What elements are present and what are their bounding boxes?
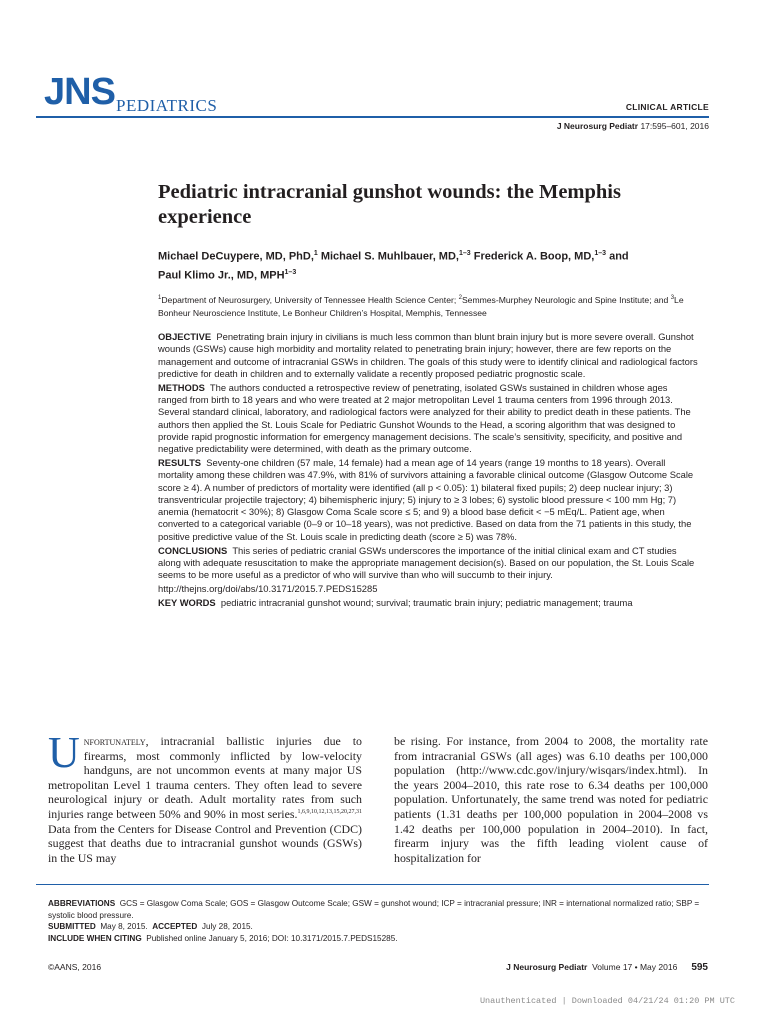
author-list [158,246,698,283]
abstract-methods-text: The authors conducted a retrospective review of penetrating, isolated GSWs sustained in children whose ages ranged from birth to 18 years and who were treated at 2 major metropolitan Level 1 trauma centers from 1996 through 2013. Several standard clinical, laboratory, and radiological factors were analyzed for their ability to predict death in these patients. The authors then applied the St. Louis Scale for Pediatric Gunshot Wounds to the Head, a scoring algorithm that was designed to provide rapid prognostic information for emergency management decisions. The scale’s sensitivity, specificity, and positive and negative predictability were determined, with death as the primary outcome. [158,381,691,455]
body-text: be rising. For instance, from 2004 to 2008, the mortality rate from intracranial GSWs (all ages) was 6.10 deaths per 100,000 population (http://www.cdc.gov/injury/wisqars/index.html). In the years 2004–2010, this rate rose to 6.34 deaths per 100,000 population. Unfortunately, the same trend was noted for pediatric patients (1.31 deaths per 100,000 population in 2004–2008 vs 1.42 deaths per 100,000 population in 2004–2010). In fact, firearm injury was the fifth leading violent cause of hospitalization for [394,734,708,865]
abstract-conclusions-text: This series of pediatric cranial GSWs underscores the importance of the initial clinical exam and CT studies along with adequate resuscitation to make the appropriate management decision(s). Based on our population, the St. Louis Scale seems to be more useful as a predictor of who will survive than who will succumb to their injury. [158,544,695,581]
affil-text: Semmes-Murphey Neurologic and Spine Institute; and [461,294,671,305]
affiliations [158,292,698,320]
abbreviations-box [48,898,708,944]
download-watermark: Unauthenticated | Downloaded 04/21/24 01:20 PM UTC [479,996,735,1006]
article-type: CLINICAL ARTICLE [625,102,709,112]
accepted-date: July 28, 2015. [201,922,253,931]
abbreviations [48,898,708,921]
abstract-methods-label: METHODS [158,381,205,393]
affil-number: 2 [458,295,462,301]
author-affil-sup: 1–3 [284,268,297,276]
submitted-label: SUBMITTED [48,922,96,931]
header-rule [36,116,709,118]
abstract-conclusions-label: CONCLUSIONS [158,544,228,556]
author-name: Michael DeCuypere, MD, PhD, [158,250,314,263]
author-name: Paul Klimo Jr., MD, MPH [158,269,285,282]
keywords [158,597,698,609]
affil-number: 3 [670,295,675,301]
keywords-text: pediatric intracranial gunshot wound; survival; traumatic brain injury; pediatric management; trauma [220,596,633,608]
drop-cap: U [48,728,80,777]
author-name: Michael S. Muhlbauer, MD, [317,250,459,263]
intro-smallcaps: nfortunately [83,734,146,748]
footer-rule [36,884,709,885]
header-citation [557,121,709,131]
citing-text: Published online January 5, 2016; DOI: 10.3171/2015.7.PEDS15285. [146,933,398,943]
header-citation-numbers: 17:595–601, 2016 [640,121,709,131]
abstract-results-label: RESULTS [158,456,202,468]
citing-info [48,933,708,945]
citing-label: INCLUDE WHEN CITING [48,933,142,943]
body-column-left [48,728,362,865]
abstract-results-text: Seventy-one children (57 male, 14 female) had a mean age of 14 years (range 19 months to 18 years). Overall mortality among these children was 47.9%, with 81% of survivors attaining a favorable clinical outcome (Glasgow Outcome Scale score ≥ 4). A number of predictors of mortality were identified (all p < 0.05): 1) bilateral fixed pupils; 2) deep nuclear injury; 3) transventricular projectile trajectory; 4) bihemispheric injury; 5) injury to ≥ 3 lobes; 6) systolic blood pressure < 100 mm Hg; 7) anemia (hematocrit < 30%); 8) Glasgow Coma Scale score ≤ 5; and 9) a blood base deficit < −5 mEq/L. Patient age, when converted to a categorical variable (0–9 or 10–18 years), was not predictive. Based on data from the 71 patients in this study, the positive predictive value of the St. Louis scale in predicting death (score ≥ 5) was 78%. [158,456,694,542]
keywords-label: KEY WORDS [158,596,216,608]
abstract-objective-text: Penetrating brain injury in civilians is much less common than blunt brain injury but is more severe overall. Gunshot wounds (GSWs) cause high morbidity and mortality related to penetrating brain injury; however, there are few reports on the management and outcome of intracranial GSWs in children. The goals of this study were to identify clinical and radiological factors predictive for death in children and to externally validate a recently proposed pediatric prognostic scale. [158,331,698,379]
author-name: Frederick A. Boop, MD, [470,250,595,263]
body-text: Data from the Centers for Disease Control and Prevention (CDC) suggest that deaths due to intracranial gunshot wounds (GSWs) in the US may [48,821,362,865]
submitted-date: May 8, 2015. [100,922,148,931]
author-conjunction: and [606,250,629,263]
author-affil-sup: 1–3 [458,250,471,257]
header-journal: J Neurosurg Pediatr [556,121,639,131]
abstract-methods [158,382,698,456]
footer-citation [506,962,708,973]
doi-link[interactable]: http://thejns.org/doi/abs/10.3171/2015.7.PEDS15285 [158,582,378,594]
abbreviations-label: ABBREVIATIONS [48,899,116,908]
page-number: 595 [691,962,708,973]
footer-journal: J Neurosurg Pediatr [506,962,588,972]
affil-number: 1 [158,295,162,301]
abstract-conclusions [158,545,698,582]
abstract [158,331,698,611]
footer-volume: Volume 17 • May 2016 [592,962,678,972]
copyright: ©AANS, 2016 [48,962,102,972]
body-column-right [394,734,708,865]
abstract-objective [158,331,698,380]
abbreviations-text: GCS = Glasgow Coma Scale; GOS = Glasgow Outcome Scale; GSW = gunshot wound; ICP = intracranial pressure; INR = international normalized ratio; SBP = systolic blood pressure. [48,899,700,920]
journal-logo-subtitle: PEDIATRICS [116,96,218,115]
article-title: Pediatric intracranial gunshot wounds: the Memphis experience [158,181,621,228]
body-text: , intracranial ballistic injuries due to firearms, most commonly inflicted by low-velocity handguns, are not uncommon events at many major US metropolitan Level 1 trauma centers. They often lead to severe neurological injury or death. Adult mortality rates from such injuries range between 50% and 90% in most series. [48,734,362,821]
submission-dates [48,921,708,933]
author-affil-sup: 1 [313,250,318,257]
journal-logo: JNS [44,71,115,113]
author-affil-sup: 1–3 [594,250,607,257]
abstract-results [158,457,698,543]
reference-citations[interactable]: 1,6,9,10,12,13,15,20,27,31 [297,809,362,815]
abstract-objective-label: OBJECTIVE [158,331,212,342]
affil-text: Le Bonheur Neuroscience Institute, Le Bonheur Children’s Hospital, Memphis, Tennessee [158,294,684,318]
affil-text: Department of Neurosurgery, University of Tennessee Health Science Center; [161,294,459,305]
accepted-label: ACCEPTED [152,922,198,931]
